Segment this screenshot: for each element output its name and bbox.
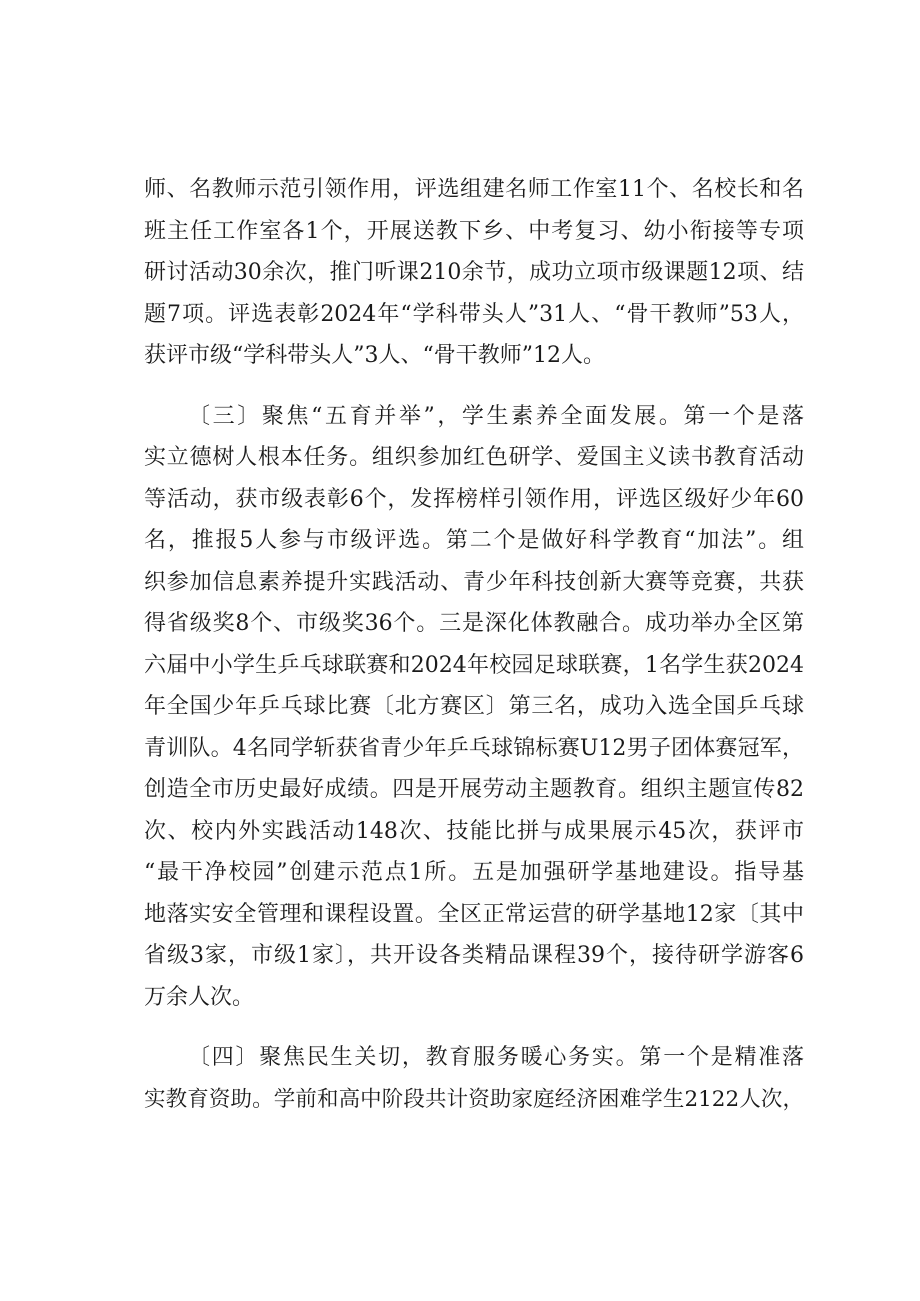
paragraph-teachers	[144, 169, 804, 377]
text-line: 题7项。评选表彰2024年“学科带头人”31人、“骨干教师”53人，	[144, 301, 804, 327]
text-line: “最干净校园”创建示范点1所。五是加强研学基地建设。指导基	[144, 860, 804, 885]
paragraph-gap	[144, 1018, 804, 1037]
section-heading-line: 〔三〕聚焦“五育并举”，学生素养全面发展。第一个是落	[188, 403, 804, 429]
text-line: 得省级奖8个、市级奖36个。三是深化体教融合。成功举办全区第	[144, 611, 804, 636]
text-line: 创造全市历史最好成绩。四是开展劳动主题教育。组织主题宣传82	[144, 777, 804, 802]
text-line: 名，推报5人参与市级评选。第二个是做好科学教育“加法”。组	[144, 528, 804, 553]
text-line: 获评市级“学科带头人”3人、“骨干教师”12人。	[144, 343, 605, 368]
text-line: 六届中小学生乒乓球联赛和2024年校园足球联赛，1名学生获2024	[144, 652, 804, 678]
paragraph-section-three	[144, 396, 804, 1019]
paragraph-section-four	[144, 1037, 804, 1120]
text-line: 青训队。4名同学斩获省青少年乒乓球锦标赛U12男子团体赛冠军，	[144, 735, 804, 761]
section-heading-line: 〔四〕聚焦民生关切，教育服务暖心务实。第一个是精准落	[188, 1045, 804, 1070]
text-line: 年全国少年乒乓球比赛〔北方赛区〕第三名，成功入选全国乒乓球	[144, 694, 804, 719]
text-line: 等活动，获市级表彰6个，发挥榜样引领作用，评选区级好少年60	[144, 486, 804, 512]
text-line: 实教育资助。学前和高中阶段共计资助家庭经济困难学生2122人次，	[144, 1086, 804, 1112]
text-line: 万余人次。	[144, 984, 255, 1010]
text-line: 实立德树人根本任务。组织参加红色研学、爱国主义读书教育活动	[144, 445, 804, 470]
text-line: 师、名教师示范引领作用，评选组建名师工作室11个、名校长和名	[144, 177, 804, 202]
text-line: 次、校内外实践活动148次、技能比拼与成果展示45次，获评市	[144, 818, 804, 844]
document-body	[144, 169, 804, 1120]
text-line: 地落实安全管理和课程设置。全区正常运营的研学基地12家〔其中	[144, 901, 804, 927]
text-line: 研讨活动30余次，推门听课210余节，成功立项市级课题12项、结	[144, 260, 804, 285]
text-line: 班主任工作室各1个，开展送教下乡、中考复习、幼小衔接等专项	[144, 218, 804, 244]
text-line: 省级3家，市级1家〕，共开设各类精品课程39个，接待研学游客6	[144, 943, 804, 968]
paragraph-gap	[144, 377, 804, 396]
text-line: 织参加信息素养提升实践活动、青少年科技创新大赛等竞赛，共获	[144, 569, 804, 595]
